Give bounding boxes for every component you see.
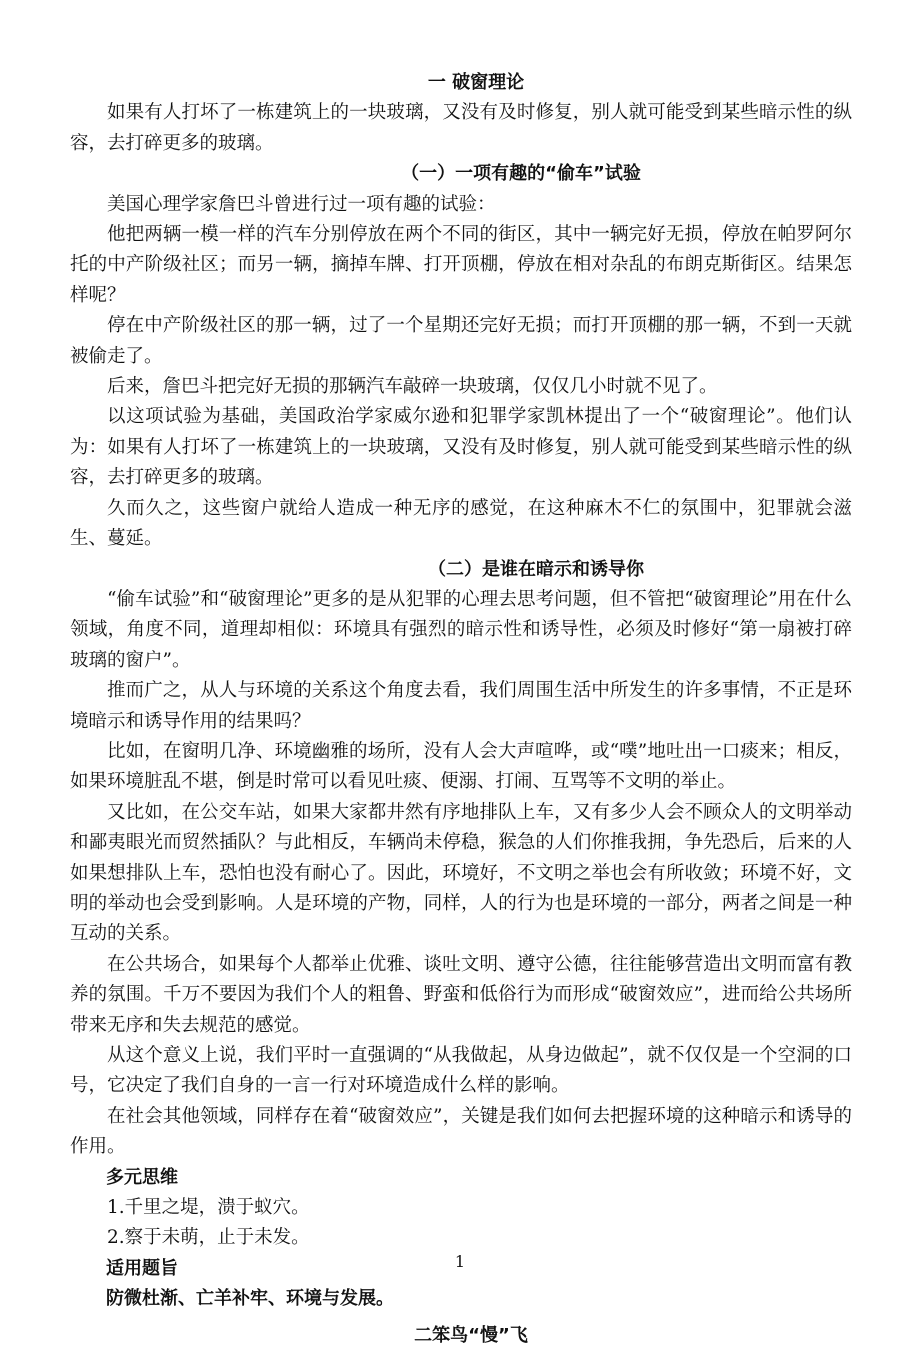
page-number: 1 — [454, 1252, 466, 1271]
thinking-item: 2.察于未萌，止于未发。 — [107, 1227, 310, 1249]
section2-heading: （二）是谁在暗示和诱导你 — [428, 558, 644, 580]
section2-paragraph: 又比如，在公交车站，如果大家都井然有序地排队上车，又有多少人会不顾众人的文明举动和鄙夷眼光而贸然插队？与此相反，车辆尚未停稳，猴急的人们你推我拥，争先恐后，后来的人如果想排队上车，恐怕也没有耐心了。因此，环境好，不文明之举也会有所收敛；环境不好，文明的举动也会受到影响。人是环境的产物，同样，人的行为也是环境的一部分，两者之间是一种互动的关系。 — [70, 801, 852, 945]
section2-paragraph: 在公共场合，如果每个人都举止优雅、谈吐文明、遵守公德，往往能够营造出文明而富有教养的氛围。千万不要因为我们个人的粗鲁、野蛮和低俗行为而形成“破窗效应”，进而给公共场所带来无序和失去规范的感觉。 — [70, 953, 852, 1036]
topics-label: 适用题旨 — [106, 1257, 178, 1279]
section1-paragraph: 久而久之，这些窗户就给人造成一种无序的感觉，在这种麻木不仁的氛围中，犯罪就会滋生、蔓延。 — [70, 497, 852, 550]
section1-heading: （一）一项有趣的“偷车”试验 — [401, 163, 641, 185]
document-page — [70, 68, 852, 1351]
section1-paragraph: 他把两辆一模一样的汽车分别停放在两个不同的街区，其中一辆完好无损，停放在帕罗阿尔托的中产阶级社区；而另一辆，摘掉车牌、打开顶棚，停放在相对杂乱的布朗克斯街区。结果怎样呢？ — [70, 224, 852, 306]
page-title: 一 破窗理论 — [427, 72, 525, 93]
section2-paragraph: “偷车试验”和“破窗理论”更多的是从犯罪的心理去思考问题，但不管把“破窗理论”用在什么领域，角度不同，道理却相似：环境具有强烈的暗示性和诱导性，必须及时修好“第一扇被打碎玻璃的窗户”。 — [70, 588, 852, 671]
section1-paragraph: 以这项试验为基础，美国政治学家威尔逊和犯罪学家凯林提出了一个“破窗理论”。他们认为：如果有人打坏了一栋建筑上的一块玻璃，又没有及时修复，别人就可能受到某些暗示性的纵容，去打碎更多的玻璃。 — [70, 406, 852, 489]
section2-paragraph: 比如，在窗明几净、环境幽雅的场所，没有人会大声喧哗，或“噗”地吐出一口痰来；相反，如果环境脏乱不堪，倒是时常可以看见吐痰、便溺、打闹、互骂等不文明的举止。 — [70, 740, 852, 793]
thinking-label: 多元思维 — [106, 1166, 178, 1188]
next-chapter-title: 二笨鸟“慢”飞 — [414, 1324, 528, 1346]
topics-text: 防微杜渐、亡羊补牢、环境与发展。 — [106, 1288, 394, 1310]
section1-paragraph: 后来，詹巴斗把完好无损的那辆汽车敲碎一块玻璃，仅仅几小时就不见了。 — [107, 376, 718, 398]
intro-paragraph: 如果有人打坏了一栋建筑上的一块玻璃，又没有及时修复，别人就可能受到某些暗示性的纵容，去打碎更多的玻璃。 — [70, 102, 852, 154]
thinking-item: 1.千里之堤，溃于蚁穴。 — [107, 1197, 310, 1219]
section2-paragraph: 在社会其他领域，同样存在着“破窗效应”，关键是我们如何去把握环境的这种暗示和诱导的作用。 — [70, 1105, 852, 1158]
section1-paragraph: 美国心理学家詹巴斗曾进行过一项有趣的试验： — [107, 193, 496, 215]
section1-paragraph: 停在中产阶级社区的那一辆，过了一个星期还完好无损；而打开顶棚的那一辆，不到一天就被偷走了。 — [70, 315, 852, 367]
section2-paragraph: 从这个意义上说，我们平时一直强调的“从我做起，从身边做起”，就不仅仅是一个空洞的口号，它决定了我们自身的一言一行对环境造成什么样的影响。 — [70, 1045, 852, 1097]
section2-paragraph: 推而广之，从人与环境的关系这个角度去看，我们周围生活中所发生的许多事情，不正是环境暗示和诱导作用的结果吗？ — [70, 680, 852, 732]
